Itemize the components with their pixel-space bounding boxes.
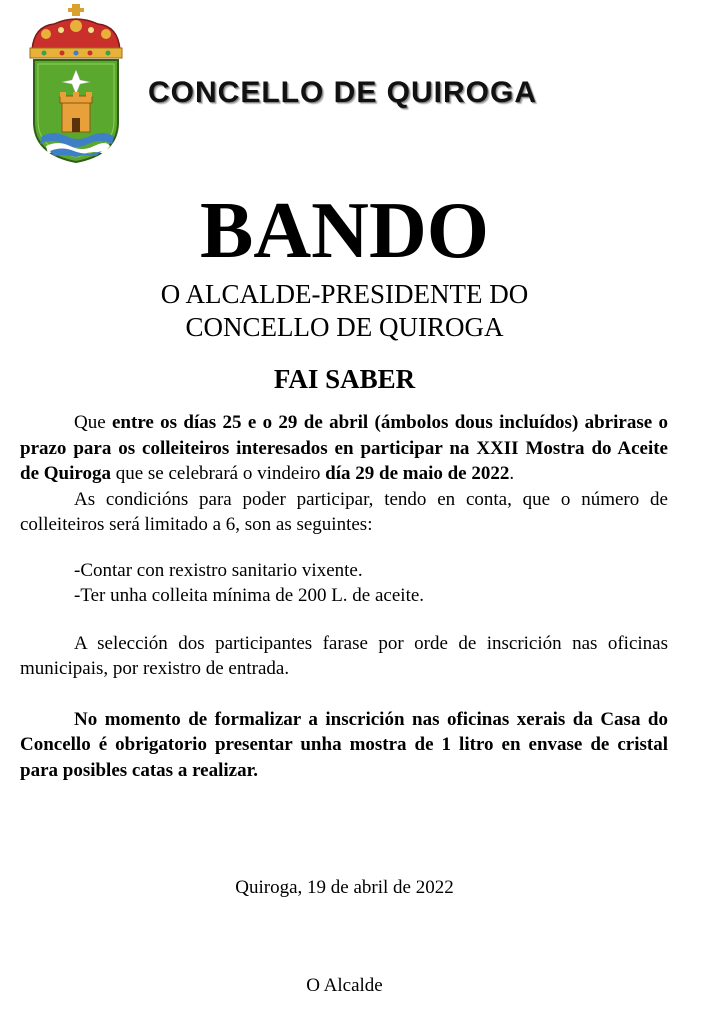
- bold-segment: No momento de formalizar a inscrición nas oficinas xerais da Casa do Concello é obrigatorio presentar unha mostra de 1 litro en envase de cristal para posibles catas a realizar.: [20, 708, 668, 781]
- notice-title: BANDO: [200, 187, 489, 275]
- letterhead: [0, 0, 719, 170]
- paragraph-conditions: As condicións para poder participar, tendo en conta, que o número de colleiteiros será limitado a 6, son as seguintes:: [20, 488, 668, 535]
- text-segment: Que: [74, 412, 112, 433]
- notice-body: [20, 410, 668, 783]
- proclamation-heading: FAI SABER: [273, 364, 416, 394]
- paragraph-sample-requirement: [20, 707, 668, 784]
- list-item: -Contar con rexistro sanitario vixente.: [74, 559, 363, 581]
- coat-of-arms-icon: [24, 4, 128, 164]
- list-item: -Ter unha colleita mínima de 200 L. de aceite.: [74, 585, 425, 606]
- requirements-list: [20, 558, 668, 609]
- issuer-line-2: CONCELLO DE QUIROGA: [185, 312, 504, 342]
- municipality-name: CONCELLO DE QUIROGA: [148, 76, 538, 109]
- issuer-line-1: O ALCALDE-PRESIDENTE DO: [160, 279, 529, 309]
- text-segment: .: [509, 463, 515, 484]
- bold-segment: día 29 de maio de 2022: [325, 463, 510, 484]
- signature: O Alcalde: [306, 975, 383, 996]
- paragraph-selection: A selección dos participantes farase por orde de inscrición nas oficinas municipais, por rexistro de entrada.: [20, 632, 668, 679]
- bold-segment: entre os días 25 e o 29 de abril (ámbolos dous incluídos) abrirase o prazo para os colleiteiros interesados en participar na XXII Mostra do Aceite de Quiroga: [20, 412, 668, 484]
- paragraph-registration-period: [20, 410, 668, 487]
- text-segment: que se celebrará o vindeiro: [110, 463, 326, 484]
- place-and-date: Quiroga, 19 de abril de 2022: [235, 877, 454, 898]
- issuer: [0, 278, 689, 344]
